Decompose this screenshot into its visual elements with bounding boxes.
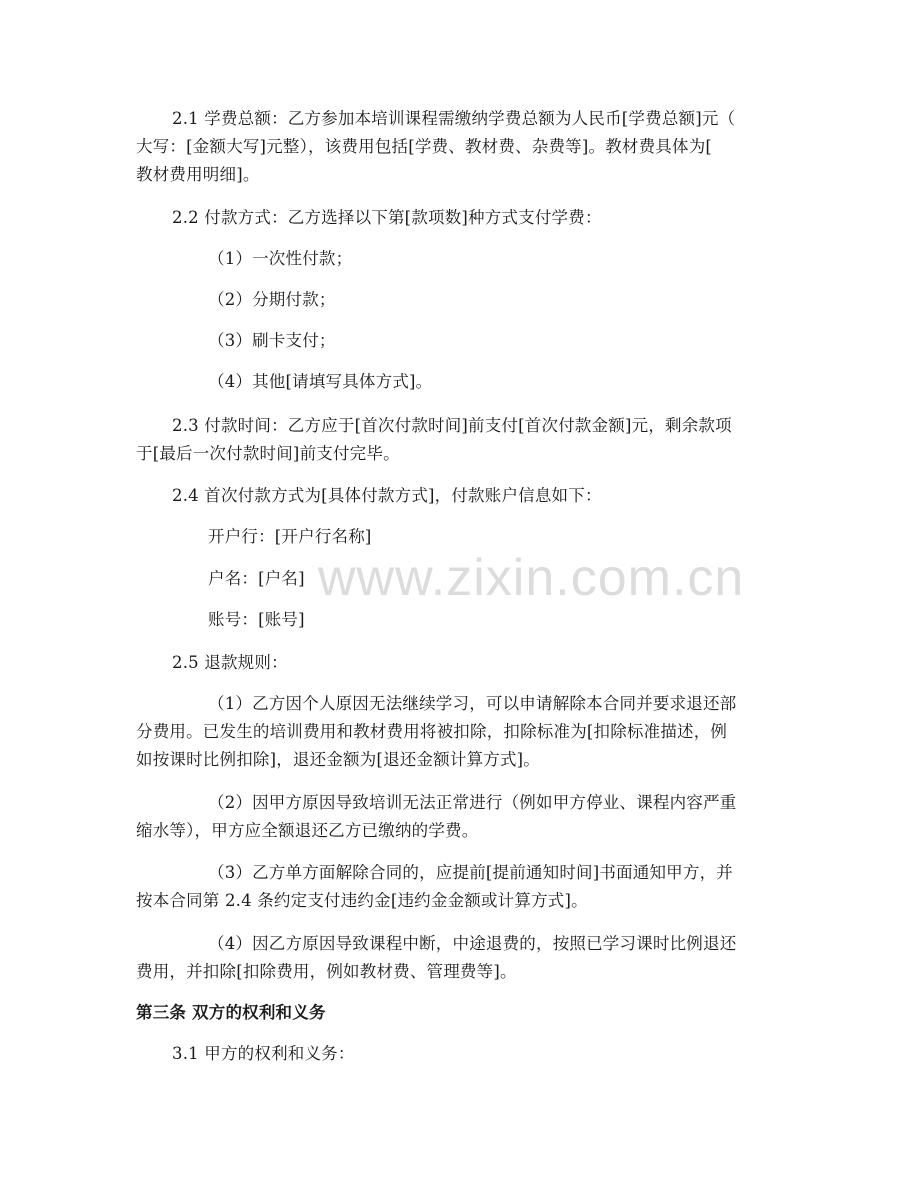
bank-name: 开户行：[开户行名称] <box>208 527 372 546</box>
account-name: 户名：[户名] <box>208 569 305 588</box>
payment-option-1: （1）一次性付款； <box>208 249 353 268</box>
refund-rule-1-line-2: 分费用。已发生的培训费用和教材费用将被扣除，扣除标准为[扣除标准描述，例 <box>136 722 728 741</box>
watermark: www.zixin.com.cn <box>318 549 745 607</box>
clause-2-3-line-1: 2.3 付款时间：乙方应于[首次付款时间]前支付[首次付款金额]元，剩余款项 <box>172 416 732 435</box>
clause-3-1-title: 3.1 甲方的权利和义务： <box>172 1044 355 1063</box>
refund-rule-4-line-2: 费用，并扣除[扣除费用，例如教材费、管理费等]。 <box>136 962 517 981</box>
clause-2-1-line-3: 教材费用明细]。 <box>136 165 260 184</box>
payment-option-4: （4）其他[请填写具体方式]。 <box>208 372 433 391</box>
refund-rule-1-line-3: 如按课时比例扣除]，退还金额为[退还金额计算方式]。 <box>136 750 541 769</box>
refund-rule-3-line-1: （3）乙方单方面解除合同的，应提前[提前通知时间]书面通知甲方，并 <box>208 863 733 882</box>
payment-option-3: （3）刷卡支付； <box>208 331 336 350</box>
refund-rule-3-line-2: 按本合同第 2.4 条约定支付违约金[违约金金额或计算方式]。 <box>136 891 588 910</box>
clause-2-1-line-2: 大写：[金额大写]元整），该费用包括[学费、教材费、杂费等]。教材费具体为[ <box>136 137 713 156</box>
clause-2-3-line-2: 于[最后一次付款时间]前支付完毕。 <box>136 444 400 463</box>
clause-2-2-title: 2.2 付款方式：乙方选择以下第[款项数]种方式支付学费： <box>172 208 602 227</box>
account-number: 账号：[账号] <box>208 610 305 629</box>
clause-2-5-title: 2.5 退款规则： <box>172 653 288 672</box>
article-3-heading: 第三条 双方的权利和义务 <box>136 1003 326 1022</box>
clause-2-4-title: 2.4 首次付款方式为[具体付款方式]，付款账户信息如下： <box>172 486 602 505</box>
refund-rule-1-line-1: （1）乙方因个人原因无法继续学习，可以申请解除本合同并要求退还部 <box>208 694 737 713</box>
refund-rule-2-line-1: （2）因甲方原因导致培训无法正常进行（例如甲方停业、课程内容严重 <box>208 793 737 812</box>
refund-rule-2-line-2: 缩水等），甲方应全额退还乙方已缴纳的学费。 <box>136 821 479 840</box>
refund-rule-4-line-1: （4）因乙方原因导致课程中断，中途退费的，按照已学习课时比例退还 <box>208 934 737 953</box>
payment-option-2: （2）分期付款； <box>208 290 336 309</box>
clause-2-1-line-1: 2.1 学费总额：乙方参加本培训课程需缴纳学费总额为人民币[学费总额]元（ <box>172 109 736 128</box>
